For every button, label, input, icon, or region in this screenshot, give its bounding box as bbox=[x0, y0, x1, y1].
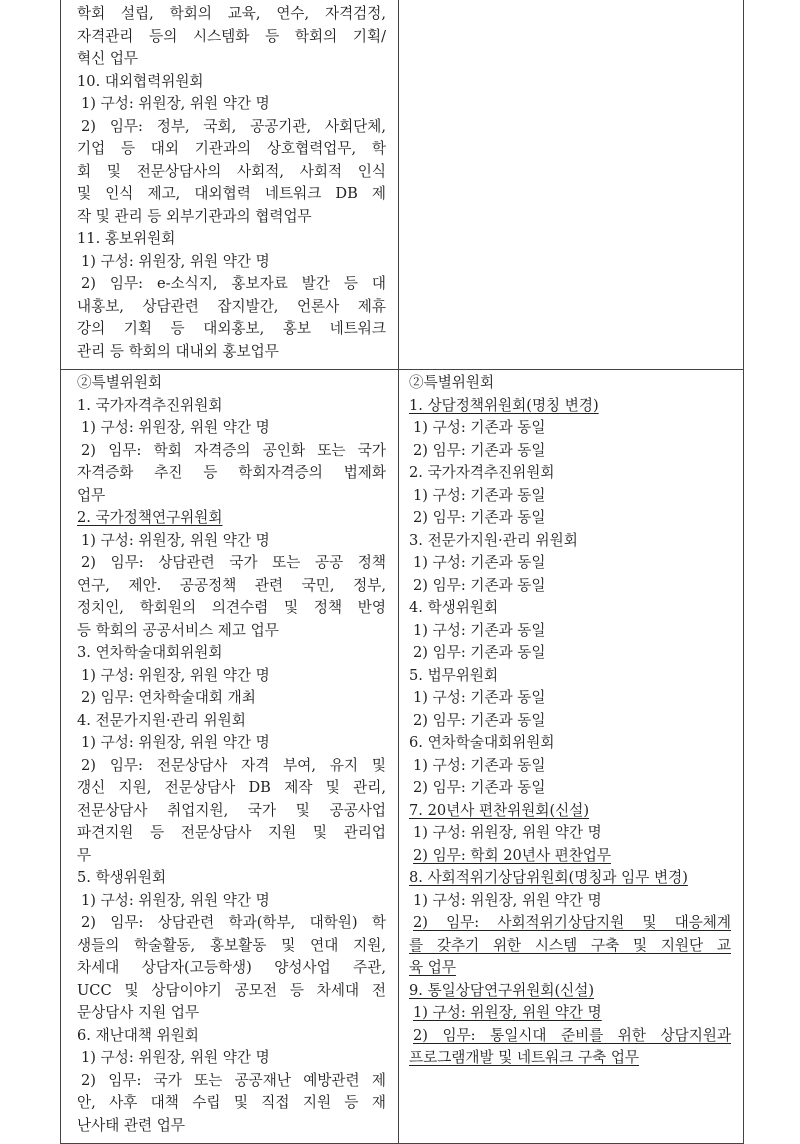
committee-heading bbox=[409, 980, 731, 1003]
text-line bbox=[77, 3, 386, 26]
text-line bbox=[409, 417, 731, 440]
line-text: 2) 임무: 정부, 국회, 공공기관, 사회단체, bbox=[81, 117, 386, 135]
line-text: 2) 임무: 기존과 동일 bbox=[413, 441, 546, 459]
text-line bbox=[77, 665, 386, 688]
line-text: 3. 전문가지원·관리 위원회 bbox=[409, 531, 578, 549]
text-line bbox=[77, 800, 386, 823]
line-text: 1) 구성: 위원장, 위원 약간 명 bbox=[81, 734, 270, 751]
row1-left-cell bbox=[61, 0, 399, 370]
committee-heading bbox=[409, 665, 731, 688]
text-line bbox=[409, 440, 731, 463]
text-line bbox=[77, 116, 386, 139]
line-text: 1) 구성: 위원장, 위원 약간 명 bbox=[413, 891, 602, 909]
text-line bbox=[77, 1070, 386, 1093]
text-line bbox=[77, 183, 386, 206]
committee-heading bbox=[77, 642, 386, 665]
committee-heading bbox=[77, 867, 386, 890]
text-line bbox=[77, 1115, 386, 1138]
line-text: 2) 임무: 학회 20년사 편찬업무 bbox=[413, 846, 611, 864]
line-text: 1) 구성: 위원장, 위원 약간 명 bbox=[81, 252, 270, 270]
text-line bbox=[77, 597, 386, 620]
committee-heading bbox=[77, 228, 386, 251]
text-line bbox=[77, 687, 386, 710]
line-text: 2) 임무: 연차학술대회 개최 bbox=[81, 689, 256, 706]
line-text: 자격관리 등의 시스템화 등 학회의 기획/ bbox=[77, 27, 386, 45]
text-line bbox=[409, 957, 731, 980]
line-text: 4. 전문가지원·관리 위원회 bbox=[77, 711, 246, 729]
committee-heading bbox=[409, 732, 731, 755]
line-text: 업무 bbox=[77, 486, 106, 504]
line-text: 를 갖추기 위한 시스템 구축 및 지원단 교 bbox=[409, 936, 731, 954]
text-line bbox=[77, 296, 386, 319]
line-text: 차세대 상담자(고등학생) 양성사업 주관, bbox=[77, 959, 386, 976]
line-text: 2) 임무: 기존과 동일 bbox=[413, 509, 546, 526]
line-text: 생들의 학술활동, 홍보활동 및 연대 지원, bbox=[77, 936, 386, 954]
table-row bbox=[61, 370, 744, 1144]
line-text: 전문상담사 취업지원, 국가 및 공공사업 bbox=[77, 801, 386, 819]
line-text: 육 업무 bbox=[409, 959, 456, 976]
line-text: 1. 상담정책위원회(명칭 변경) bbox=[409, 396, 599, 414]
text-line bbox=[409, 822, 731, 845]
committee-heading bbox=[409, 372, 731, 395]
line-text: 2. 국가자격추진위원회 bbox=[409, 464, 555, 481]
committee-heading bbox=[409, 530, 731, 553]
line-text: 등 학회의 공공서비스 제고 업무 bbox=[77, 621, 279, 639]
text-line bbox=[77, 440, 386, 463]
line-text: 학회 설립, 학회의 교육, 연수, 자격검정, bbox=[77, 5, 386, 22]
line-text: 8. 사회적위기상담위원회(명칭과 임무 변경) bbox=[409, 869, 688, 886]
line-text: 2) 임무: e-소식지, 홍보자료 발간 등 대 bbox=[81, 275, 386, 292]
text-line bbox=[77, 251, 386, 274]
text-line bbox=[77, 1092, 386, 1115]
text-line bbox=[409, 575, 731, 598]
line-text: 2) 임무: 상담관련 국가 또는 공공 정책 bbox=[81, 554, 386, 571]
line-text: 1) 구성: 기존과 동일 bbox=[413, 554, 546, 571]
line-text: 2) 임무: 기존과 동일 bbox=[413, 711, 546, 729]
text-line bbox=[77, 890, 386, 913]
line-text: 1) 구성: 기존과 동일 bbox=[413, 689, 546, 706]
committee-heading bbox=[409, 867, 731, 890]
committee-heading bbox=[77, 372, 386, 395]
line-text: 2) 임무: 기존과 동일 bbox=[413, 779, 546, 796]
line-text: 강의 기획 등 대외홍보, 홍보 네트워크 bbox=[77, 320, 386, 337]
text-line bbox=[409, 845, 731, 868]
text-line bbox=[409, 935, 731, 958]
line-text: 1) 구성: 위원장, 위원 약간 명 bbox=[81, 531, 270, 549]
line-text: 9. 통일상담연구위원회(신설) bbox=[409, 981, 595, 999]
text-line bbox=[409, 777, 731, 800]
line-text: 관리 등 학회의 대내외 홍보업무 bbox=[77, 342, 279, 360]
text-line bbox=[77, 822, 386, 845]
row2-left-cell bbox=[61, 370, 399, 1144]
line-text: 2) 임무: 학회 자격증의 공인화 또는 국가 bbox=[81, 441, 386, 459]
line-text: 2) 임무: 상담관련 학과(학부, 대학원) 학 bbox=[81, 914, 386, 931]
line-text: 10. 대외협력위원회 bbox=[77, 72, 204, 90]
text-line bbox=[409, 485, 731, 508]
text-line bbox=[77, 575, 386, 598]
text-line bbox=[77, 980, 386, 1003]
text-line bbox=[77, 530, 386, 553]
line-text: 자격증화 추진 등 학회자격증의 법제화 bbox=[77, 464, 386, 481]
committee-heading bbox=[77, 395, 386, 418]
text-line bbox=[409, 710, 731, 733]
committee-heading bbox=[409, 395, 731, 418]
text-line bbox=[409, 552, 731, 575]
line-text: 2) 임무: 통일시대 준비를 위한 상담지원과 bbox=[413, 1026, 731, 1044]
line-text: 6. 재난대책 위원회 bbox=[77, 1026, 199, 1044]
line-text: 5. 학생위원회 bbox=[77, 869, 167, 886]
committee-heading bbox=[409, 800, 731, 823]
line-text: 1. 국가자격추진위원회 bbox=[77, 396, 223, 414]
text-line bbox=[77, 26, 386, 49]
text-line bbox=[77, 417, 386, 440]
text-line bbox=[77, 845, 386, 868]
line-text: 2) 임무: 기존과 동일 bbox=[413, 576, 546, 594]
table-row bbox=[61, 0, 744, 370]
text-line bbox=[77, 93, 386, 116]
line-text: 1) 구성: 위원장, 위원 약간 명 bbox=[413, 824, 602, 841]
line-text: 갱신 지원, 전문상담사 DB 제작 및 관리, bbox=[77, 779, 386, 796]
line-text: 1) 구성: 위원장, 위원 약간 명 bbox=[413, 1004, 602, 1021]
line-text: 1) 구성: 위원장, 위원 약간 명 bbox=[81, 666, 270, 684]
committee-heading bbox=[409, 597, 731, 620]
text-line bbox=[77, 485, 386, 508]
text-line bbox=[77, 138, 386, 161]
line-text: 혁신 업무 bbox=[77, 50, 139, 67]
line-text: 연구, 제안. 공공정책 관련 국민, 정부, bbox=[77, 576, 386, 594]
line-text: 7. 20년사 편찬위원회(신설) bbox=[409, 801, 590, 819]
line-text: 1) 구성: 기존과 동일 bbox=[413, 486, 546, 504]
line-text: 5. 법무위원회 bbox=[409, 666, 499, 684]
text-line bbox=[409, 687, 731, 710]
text-line bbox=[409, 1002, 731, 1025]
line-text: 무 bbox=[77, 846, 92, 864]
text-line bbox=[77, 341, 386, 364]
text-line bbox=[77, 1047, 386, 1070]
text-line bbox=[409, 1047, 731, 1070]
line-text: 2) 임무: 사회적위기상담지원 및 대응체계 bbox=[413, 914, 731, 931]
text-line bbox=[409, 890, 731, 913]
text-line bbox=[77, 620, 386, 643]
text-line bbox=[409, 755, 731, 778]
line-text: ②특별위원회 bbox=[409, 374, 495, 391]
text-line bbox=[77, 732, 386, 755]
line-text: 1) 구성: 기존과 동일 bbox=[413, 419, 546, 436]
line-text: 안, 사후 대책 수립 및 직접 지원 등 재 bbox=[77, 1094, 386, 1111]
text-line bbox=[77, 755, 386, 778]
line-text: 3. 연차학술대회위원회 bbox=[77, 644, 223, 661]
line-text: 내홍보, 상담관련 잡지발간, 언론사 제휴 bbox=[77, 297, 386, 315]
line-text: 작 및 관리 등 외부기관과의 협력업무 bbox=[77, 207, 312, 225]
text-line bbox=[77, 462, 386, 485]
line-text: 파견지원 등 전문상담사 지원 및 관리업 bbox=[77, 824, 386, 841]
text-line bbox=[409, 912, 731, 935]
committee-heading bbox=[77, 1025, 386, 1048]
text-line bbox=[77, 957, 386, 980]
line-text: 1) 구성: 위원장, 위원 약간 명 bbox=[81, 95, 270, 112]
committee-heading bbox=[77, 71, 386, 94]
line-text: 프로그램개발 및 네트워크 구축 업무 bbox=[409, 1049, 640, 1066]
text-line bbox=[77, 273, 386, 296]
line-text: ②특별위원회 bbox=[77, 374, 163, 391]
text-line bbox=[77, 48, 386, 71]
line-text: 2) 임무: 기존과 동일 bbox=[413, 644, 546, 661]
line-text: 1) 구성: 기존과 동일 bbox=[413, 621, 546, 639]
line-text: 1) 구성: 위원장, 위원 약간 명 bbox=[81, 1049, 270, 1066]
line-text: 4. 학생위원회 bbox=[409, 599, 499, 616]
text-line bbox=[77, 318, 386, 341]
line-text: 정치인, 학회원의 의견수렴 및 정책 반영 bbox=[77, 599, 386, 616]
committee-heading bbox=[77, 710, 386, 733]
line-text: 2) 임무: 국가 또는 공공재난 예방관련 제 bbox=[81, 1071, 386, 1089]
line-text: 문상담사 지원 업무 bbox=[77, 1004, 200, 1021]
line-text: 기업 등 대외 기관과의 상호협력업무, 학 bbox=[77, 140, 386, 157]
line-text: 1) 구성: 기존과 동일 bbox=[413, 756, 546, 774]
line-text: 회 및 전문상담사의 사회적, 사회적 인식 bbox=[77, 162, 386, 180]
line-text: UCC 및 상담이야기 공모전 등 차세대 전 bbox=[77, 981, 386, 999]
text-line bbox=[77, 161, 386, 184]
line-text: 및 인식 제고, 대외협력 네트워크 DB 제 bbox=[77, 185, 386, 202]
committee-heading bbox=[409, 462, 731, 485]
row2-right-cell bbox=[399, 370, 744, 1144]
text-line bbox=[77, 935, 386, 958]
text-line bbox=[409, 620, 731, 643]
line-text: 6. 연차학술대회위원회 bbox=[409, 734, 555, 751]
committee-heading bbox=[77, 507, 386, 530]
text-line bbox=[409, 507, 731, 530]
line-text: 2. 국가정책연구위원회 bbox=[77, 509, 223, 526]
line-text: 1) 구성: 위원장, 위원 약간 명 bbox=[81, 419, 270, 436]
row1-right-cell bbox=[399, 0, 744, 370]
text-line bbox=[409, 1025, 731, 1048]
text-line bbox=[77, 1002, 386, 1025]
text-line bbox=[77, 912, 386, 935]
text-line bbox=[77, 206, 386, 229]
line-text: 난사태 관련 업무 bbox=[77, 1116, 185, 1134]
line-text: 2) 임무: 전문상담사 자격 부여, 유지 및 bbox=[81, 756, 386, 774]
text-line bbox=[409, 642, 731, 665]
line-text: 11. 홍보위원회 bbox=[77, 230, 176, 247]
text-line bbox=[77, 777, 386, 800]
text-line bbox=[77, 552, 386, 575]
line-text: 1) 구성: 위원장, 위원 약간 명 bbox=[81, 891, 270, 909]
comparison-table bbox=[60, 0, 744, 1144]
